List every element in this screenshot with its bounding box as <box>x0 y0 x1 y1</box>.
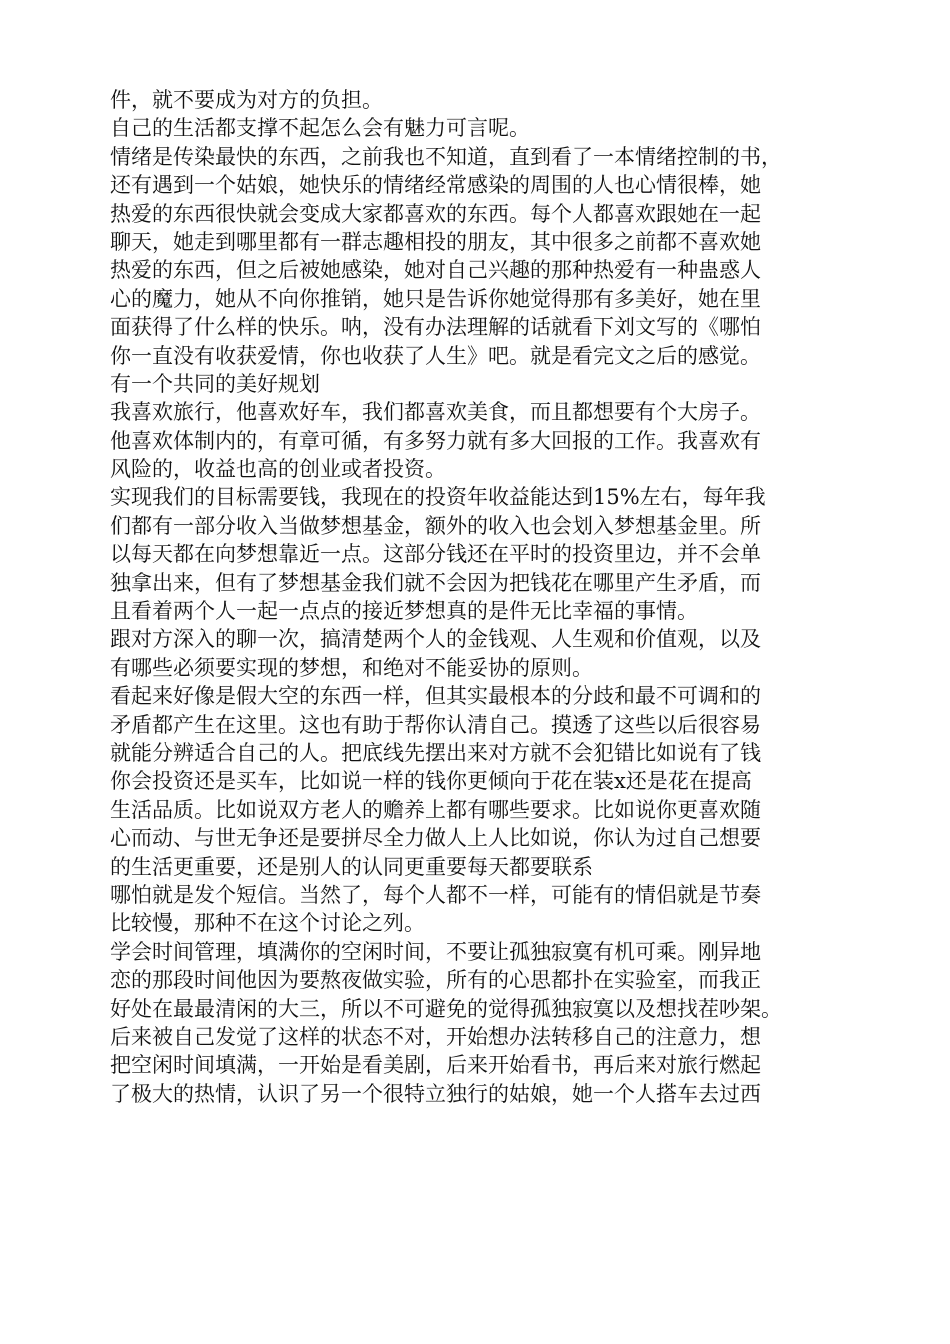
text-line: 面获得了什么样的快乐。呐，没有办法理解的话就看下刘文写的《哪怕 <box>110 315 761 340</box>
text-line: 心的魔力，她从不向你推销，她只是告诉你她觉得那有多美好，她在里 <box>110 286 761 311</box>
section-heading: 有一个共同的美好规划 <box>110 371 320 396</box>
text-line: 情绪是传染最快的东西，之前我也不知道，直到看了一本情绪控制的书， <box>110 144 782 169</box>
text-line: 学会时间管理，填满你的空闲时间，不要让孤独寂寞有机可乘。刚异地 <box>110 939 761 964</box>
text-line: 心而动、与世无争还是要拼尽全力做人上人比如说，你认为过自己想要 <box>110 826 761 851</box>
text-line: 我喜欢旅行，他喜欢好车，我们都喜欢美食，而且都想要有个大房子。 <box>110 400 761 425</box>
text-line: 还有遇到一个姑娘，她快乐的情绪经常感染的周围的人也心情很棒，她 <box>110 173 761 198</box>
text-line: 你一直没有收获爱情，你也收获了人生》吧。就是看完文之后的感觉。 <box>110 343 761 368</box>
text-line: 件，就不要成为对方的负担。 <box>110 88 383 112</box>
text-line: 们都有一部分收入当做梦想基金，额外的收入也会划入梦想基金里。所 <box>110 513 761 538</box>
text-line: 恋的那段时间他因为要熬夜做实验，所有的心思都扑在实验室，而我正 <box>110 968 761 993</box>
text-line: 热爱的东西很快就会变成大家都喜欢的东西。每个人都喜欢跟她在一起 <box>110 201 761 226</box>
text-line: 好处在最最清闲的大三，所以不可避免的觉得孤独寂寞以及想找茬吵架。 <box>110 996 782 1021</box>
text-line: 的生活更重要，还是别人的认同更重要每天都要联系 <box>110 854 593 879</box>
text-line: 你会投资还是买车，比如说一样的钱你更倾向于花在装x还是花在提高 <box>110 769 752 794</box>
text-line: 聊天，她走到哪里都有一群志趣相投的朋友，其中很多之前都不喜欢她 <box>110 229 761 254</box>
text-line: 矛盾都产生在这里。这也有助于帮你认清自己。摸透了这些以后很容易 <box>110 712 761 737</box>
text-line: 跟对方深入的聊一次，搞清楚两个人的金钱观、人生观和价值观，以及 <box>110 627 761 652</box>
text-line: 把空闲时间填满，一开始是看美剧，后来开始看书，再后来对旅行燃起 <box>110 1053 761 1078</box>
text-line: 且看着两个人一起一点点的接近梦想真的是件无比幸福的事情。 <box>110 599 698 624</box>
text-line: 生活品质。比如说双方老人的赡养上都有哪些要求。比如说你更喜欢随 <box>110 797 761 822</box>
text-line: 了极大的热情，认识了另一个很特立独行的姑娘，她一个人搭车去过西 <box>110 1081 761 1106</box>
text-line: 以每天都在向梦想靠近一点。这部分钱还在平时的投资里边，并不会单 <box>110 542 761 567</box>
text-line: 风险的，收益也高的创业或者投资。 <box>110 457 446 482</box>
text-line: 有哪些必须要实现的梦想，和绝对不能妥协的原则。 <box>110 655 593 680</box>
text-line: 他喜欢体制内的，有章可循，有多努力就有多大回报的工作。我喜欢有 <box>110 428 761 453</box>
text-line: 实现我们的目标需要钱，我现在的投资年收益能达到15%左右，每年我 <box>110 485 766 510</box>
text-line: 就能分辨适合自己的人。把底线先摆出来对方就不会犯错比如说有了钱 <box>110 740 761 765</box>
text-line: 后来被自己发觉了这样的状态不对，开始想办法转移自己的注意力，想 <box>110 1024 761 1049</box>
text-line: 自己的生活都支撑不起怎么会有魅力可言呢。 <box>110 116 530 141</box>
text-line: 看起来好像是假大空的东西一样，但其实最根本的分歧和最不可调和的 <box>110 684 761 709</box>
text-line: 哪怕就是发个短信。当然了，每个人都不一样，可能有的情侣就是节奏 <box>110 882 761 907</box>
body-text <box>110 86 858 1108</box>
text-line: 独拿出来，但有了梦想基金我们就不会因为把钱花在哪里产生矛盾，而 <box>110 570 761 595</box>
text-line: 热爱的东西，但之后被她感染，她对自己兴趣的那种热爱有一种蛊惑人 <box>110 258 761 283</box>
text-line: 比较慢，那种不在这个讨论之列。 <box>110 911 425 936</box>
